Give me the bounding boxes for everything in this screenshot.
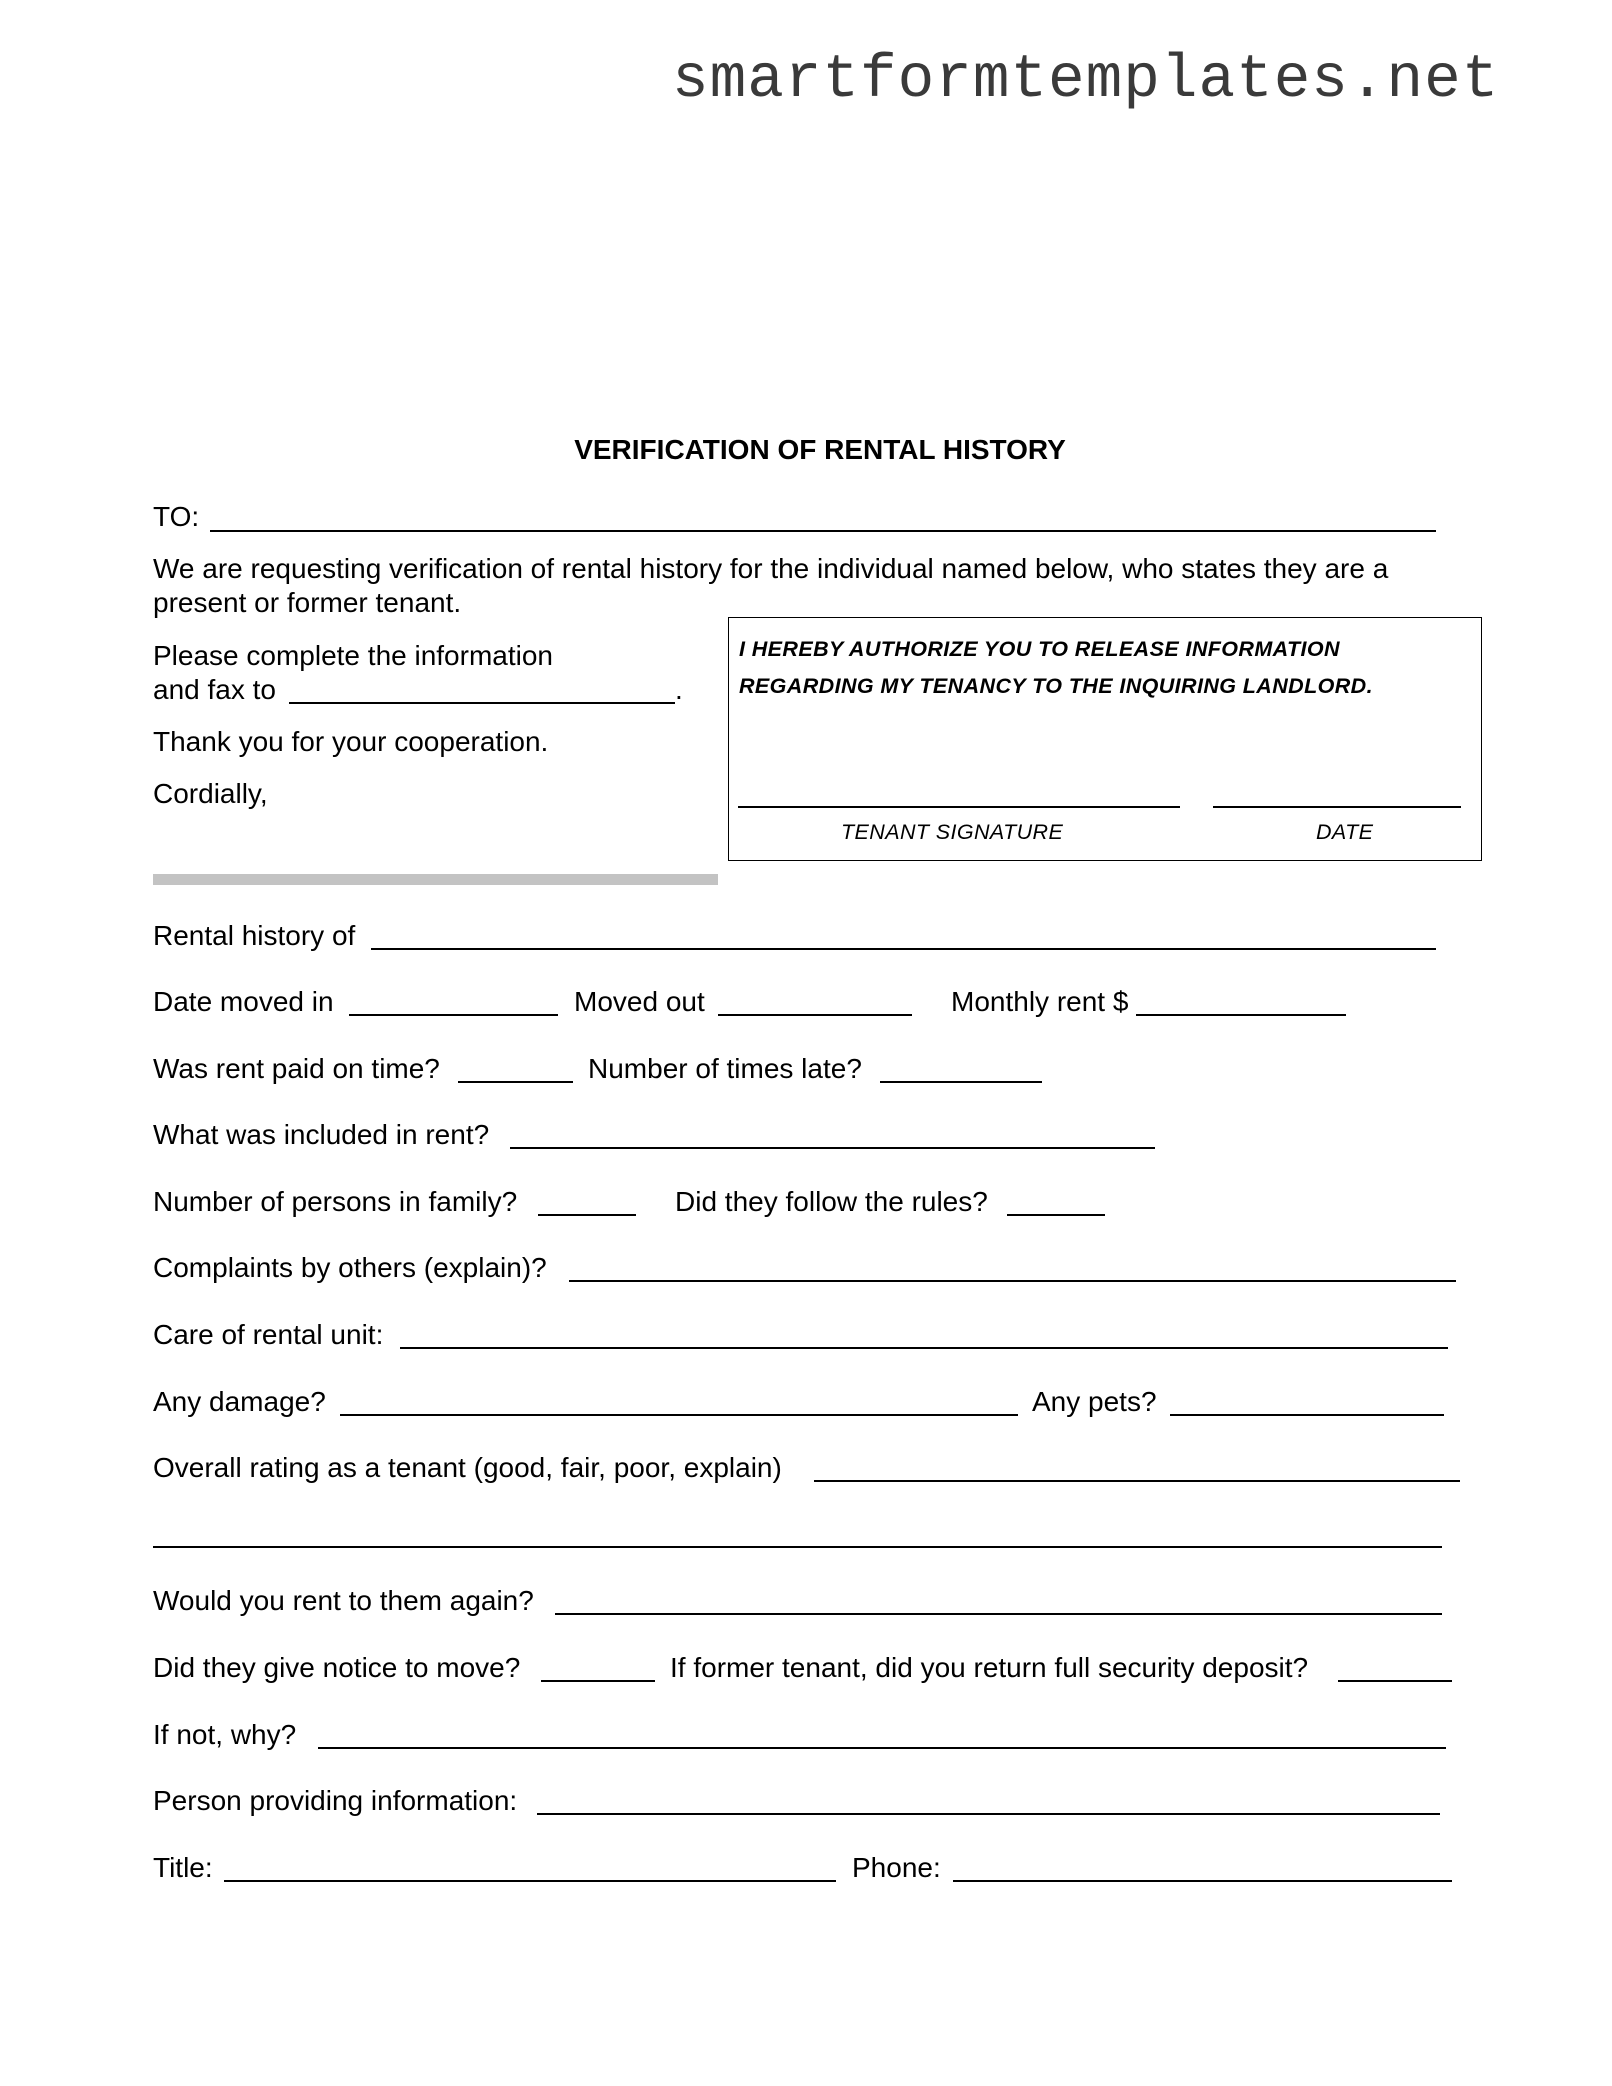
- give-notice-label: Did they give notice to move?: [153, 1652, 521, 1683]
- give-notice-field[interactable]: [541, 1680, 655, 1682]
- included-in-rent-label: What was included in rent?: [153, 1119, 490, 1150]
- phone-field[interactable]: [953, 1880, 1452, 1882]
- rental-history-of-field[interactable]: [371, 948, 1436, 950]
- phone-label: Phone:: [852, 1852, 941, 1883]
- person-providing-label: Person providing information:: [153, 1785, 518, 1816]
- times-late-field[interactable]: [880, 1081, 1042, 1083]
- tenant-signature-field[interactable]: [738, 806, 1180, 808]
- closing-text: Cordially,: [153, 778, 268, 809]
- security-deposit-field[interactable]: [1338, 1680, 1452, 1682]
- overall-rating-field-continued[interactable]: [153, 1546, 1442, 1548]
- rent-on-time-field[interactable]: [458, 1081, 573, 1083]
- moved-out-field[interactable]: [718, 1014, 912, 1016]
- authorization-line-1: I HEREBY AUTHORIZE YOU TO RELEASE INFORMATION: [739, 637, 1340, 661]
- persons-in-family-field[interactable]: [538, 1214, 636, 1216]
- follow-rules-label: Did they follow the rules?: [675, 1186, 988, 1217]
- fax-number-field[interactable]: [289, 702, 675, 704]
- fax-line-2: and fax to: [153, 674, 276, 705]
- any-pets-label: Any pets?: [1032, 1386, 1157, 1417]
- monthly-rent-field[interactable]: [1136, 1014, 1346, 1016]
- thanks-text: Thank you for your cooperation.: [153, 726, 549, 757]
- any-pets-field[interactable]: [1170, 1414, 1444, 1416]
- care-of-unit-field[interactable]: [400, 1347, 1448, 1349]
- security-deposit-label: If former tenant, did you return full security deposit?: [670, 1652, 1309, 1683]
- person-providing-field[interactable]: [537, 1813, 1440, 1815]
- signature-date-field[interactable]: [1213, 806, 1461, 808]
- persons-in-family-label: Number of persons in family?: [153, 1186, 518, 1217]
- complaints-label: Complaints by others (explain)?: [153, 1252, 547, 1283]
- included-in-rent-field[interactable]: [510, 1147, 1155, 1149]
- times-late-label: Number of times late?: [588, 1053, 862, 1084]
- care-of-unit-label: Care of rental unit:: [153, 1319, 384, 1350]
- to-field[interactable]: [210, 530, 1436, 532]
- rent-again-label: Would you rent to them again?: [153, 1585, 534, 1616]
- fax-line-1: Please complete the information: [153, 640, 553, 671]
- rental-history-of-label: Rental history of: [153, 920, 356, 951]
- any-damage-field[interactable]: [340, 1414, 1018, 1416]
- form-title: VERIFICATION OF RENTAL HISTORY: [574, 434, 1066, 465]
- authorization-line-2: REGARDING MY TENANCY TO THE INQUIRING LANDLORD.: [739, 674, 1373, 698]
- monthly-rent-label: Monthly rent $: [951, 986, 1129, 1017]
- follow-rules-field[interactable]: [1007, 1214, 1105, 1216]
- overall-rating-field[interactable]: [814, 1480, 1460, 1482]
- complaints-field[interactable]: [569, 1280, 1456, 1282]
- watermark-text: smartformtemplates.net: [672, 46, 1500, 115]
- overall-rating-label: Overall rating as a tenant (good, fair, poor, explain): [153, 1452, 782, 1483]
- date-moved-in-field[interactable]: [349, 1014, 558, 1016]
- signature-date-label: DATE: [1316, 820, 1374, 844]
- intro-line-1: We are requesting verification of rental history for the individual named below, who states they are a: [153, 553, 1389, 584]
- moved-out-label: Moved out: [574, 986, 705, 1017]
- to-label: TO:: [153, 501, 200, 532]
- title-label: Title:: [153, 1852, 213, 1883]
- title-field[interactable]: [224, 1880, 836, 1882]
- intro-line-2: present or former tenant.: [153, 587, 462, 618]
- rent-again-field[interactable]: [555, 1613, 1442, 1615]
- rent-on-time-label: Was rent paid on time?: [153, 1053, 440, 1084]
- section-divider: [153, 874, 718, 885]
- if-not-why-field[interactable]: [318, 1747, 1446, 1749]
- if-not-why-label: If not, why?: [153, 1719, 297, 1750]
- date-moved-in-label: Date moved in: [153, 986, 334, 1017]
- any-damage-label: Any damage?: [153, 1386, 326, 1417]
- fax-period: .: [675, 674, 683, 705]
- tenant-signature-label: TENANT SIGNATURE: [841, 820, 1064, 844]
